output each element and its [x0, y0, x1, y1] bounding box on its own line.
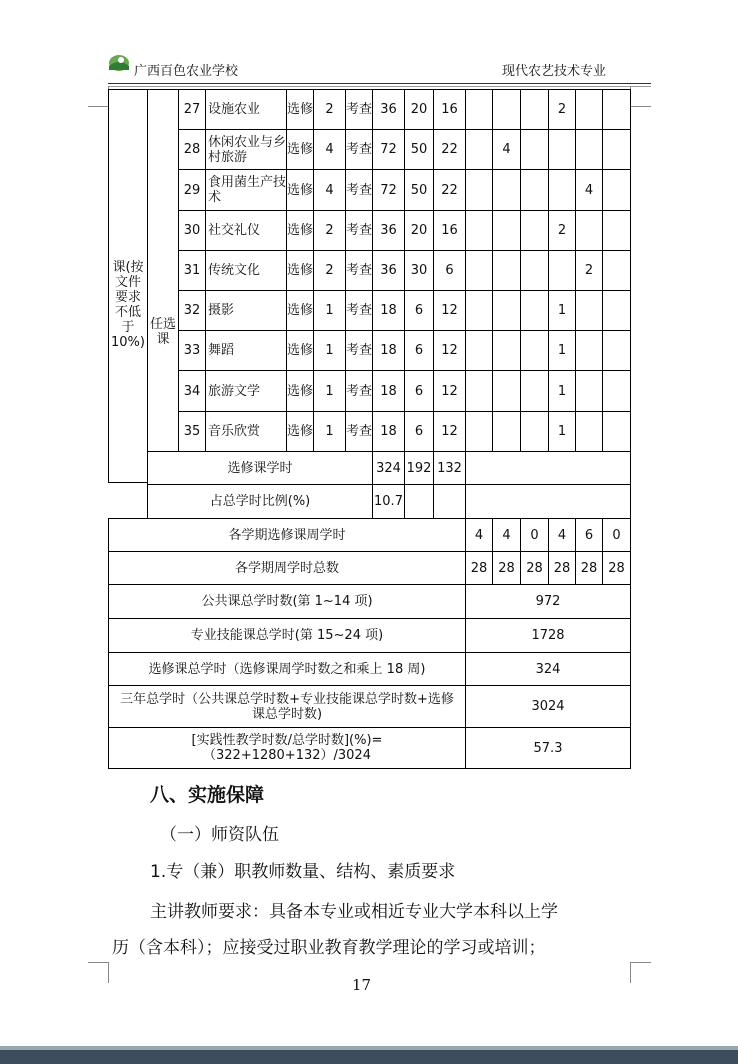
section-heading: 八、实施保障	[150, 784, 265, 806]
course-assessment: 考查	[345, 330, 373, 371]
semester-hours-cell: 1	[548, 370, 576, 412]
course-name: 食用菌生产技术	[205, 169, 287, 211]
corner-mark-bottom-right	[630, 962, 651, 983]
semester-hours-cell	[520, 169, 549, 211]
course-assessment: 考查	[345, 250, 373, 291]
semester-hours-cell	[575, 129, 603, 170]
course-theory-hours: 50	[404, 129, 434, 170]
semester-hours-cell: 4	[575, 169, 603, 211]
paragraph-line-1: 主讲教师要求：具备本专业或相近专业大学本科以上学	[150, 902, 558, 922]
summary-value: 3024	[465, 685, 631, 728]
semester-hours-cell	[575, 210, 603, 251]
course-type: 选修	[286, 330, 314, 371]
course-type: 选修	[286, 210, 314, 251]
course-practice-hours: 16	[433, 210, 466, 251]
elective-hours-value: 192	[404, 451, 434, 485]
semester-hours-cell	[575, 89, 603, 130]
group-outer-label: 课(按文件要求不低于10%)	[111, 259, 145, 350]
semester-hours-cell	[548, 169, 576, 211]
course-assessment: 考查	[345, 370, 373, 412]
course-name: 舞蹈	[205, 330, 287, 371]
semester-hours-cell	[602, 210, 631, 251]
semester-hours-cell	[465, 330, 493, 371]
paragraph-line-2: 历（含本科）；应接受过职业教育教学理论的学习或培训；	[112, 938, 546, 958]
semester-hours-cell	[602, 330, 631, 371]
course-theory-hours: 20	[404, 210, 434, 251]
item-heading: 1.专（兼）职教师数量、结构、素质要求	[150, 862, 456, 882]
course-name: 音乐欣赏	[205, 411, 287, 452]
course-total-hours: 18	[372, 411, 405, 452]
course-assessment: 考查	[345, 290, 373, 331]
weekly-total-value: 28	[465, 551, 493, 585]
summary-label: 选修课总学时（选修课周学时数之和乘上 18 周)	[108, 652, 466, 686]
course-theory-hours: 50	[404, 169, 434, 211]
semester-hours-cell	[465, 169, 493, 211]
course-type: 选修	[286, 89, 314, 130]
weekly-total-value: 28	[492, 551, 521, 585]
course-practice-hours: 22	[433, 129, 466, 170]
course-number: 28	[178, 129, 206, 170]
semester-hours-cell: 1	[548, 290, 576, 331]
course-credit: 4	[313, 169, 346, 211]
course-practice-hours: 6	[433, 250, 466, 291]
course-credit: 2	[313, 210, 346, 251]
summary-value: 972	[465, 584, 631, 619]
ratio-blank	[465, 484, 631, 519]
semester-hours-cell: 2	[575, 250, 603, 291]
corner-mark-top-right	[630, 86, 651, 107]
semester-hours-cell	[492, 411, 521, 452]
semester-hours-cell	[602, 169, 631, 211]
weekly-elective-value: 0	[602, 518, 631, 552]
semester-hours-cell	[602, 250, 631, 291]
semester-hours-cell: 4	[492, 129, 521, 170]
course-total-hours: 18	[372, 370, 405, 412]
course-number: 35	[178, 411, 206, 452]
elective-hours-blank	[465, 451, 631, 485]
weekly-total-value: 28	[548, 551, 576, 585]
semester-hours-cell	[548, 129, 576, 170]
course-name: 传统文化	[205, 250, 287, 291]
semester-hours-cell: 2	[548, 210, 576, 251]
page-number: 17	[352, 976, 372, 994]
semester-hours-cell	[465, 290, 493, 331]
semester-hours-cell	[602, 370, 631, 412]
course-credit: 1	[313, 330, 346, 371]
course-theory-hours: 6	[404, 330, 434, 371]
semester-hours-cell	[575, 290, 603, 331]
course-theory-hours: 6	[404, 411, 434, 452]
course-total-hours: 36	[372, 210, 405, 251]
summary-value: 57.3	[465, 727, 631, 769]
elective-hours-label: 选修课学时	[147, 451, 373, 485]
semester-hours-cell	[492, 290, 521, 331]
semester-hours-cell	[492, 330, 521, 371]
weekly-total-label: 各学期周学时总数	[108, 551, 466, 585]
corner-mark-top-left	[88, 86, 109, 107]
semester-hours-cell: 1	[548, 411, 576, 452]
semester-hours-cell	[575, 330, 603, 371]
ratio-blank	[404, 484, 434, 519]
weekly-total-value: 28	[602, 551, 631, 585]
course-practice-hours: 12	[433, 330, 466, 371]
course-type: 选修	[286, 250, 314, 291]
semester-hours-cell	[492, 210, 521, 251]
weekly-total-value: 28	[520, 551, 549, 585]
course-practice-hours: 22	[433, 169, 466, 211]
semester-hours-cell	[602, 290, 631, 331]
course-name: 休闲农业与乡村旅游	[205, 129, 287, 170]
header-school-name: 广西百色农业学校	[134, 64, 239, 79]
course-theory-hours: 30	[404, 250, 434, 291]
course-name: 旅游文学	[205, 370, 287, 412]
summary-label: 公共课总学时数(第 1~14 项)	[108, 584, 466, 619]
semester-hours-cell	[465, 411, 493, 452]
summary-value: 324	[465, 652, 631, 686]
course-theory-hours: 6	[404, 290, 434, 331]
semester-hours-cell: 1	[548, 330, 576, 371]
course-practice-hours: 12	[433, 370, 466, 412]
course-assessment: 考查	[345, 169, 373, 211]
course-type: 选修	[286, 129, 314, 170]
semester-hours-cell	[520, 370, 549, 412]
semester-hours-cell	[520, 250, 549, 291]
summary-label: [实践性教学时数/总学时数](%)=（322+1280+132）/3024	[108, 727, 466, 769]
semester-hours-cell	[602, 89, 631, 130]
course-practice-hours: 16	[433, 89, 466, 130]
subsection-heading: （一）师资队伍	[160, 825, 279, 845]
semester-hours-cell	[492, 370, 521, 412]
course-number: 31	[178, 250, 206, 291]
course-assessment: 考查	[345, 411, 373, 452]
ratio-value: 10.7	[372, 484, 405, 519]
semester-hours-cell	[492, 250, 521, 291]
header-rule-thin	[108, 86, 651, 87]
course-credit: 2	[313, 89, 346, 130]
semester-hours-cell	[602, 129, 631, 170]
semester-hours-cell	[575, 370, 603, 412]
weekly-elective-label: 各学期选修课周学时	[108, 518, 466, 552]
course-practice-hours: 12	[433, 290, 466, 331]
course-assessment: 考查	[345, 210, 373, 251]
semester-hours-cell	[492, 89, 521, 130]
course-type: 选修	[286, 290, 314, 331]
semester-hours-cell	[602, 411, 631, 452]
header-major-name: 现代农艺技术专业	[501, 64, 606, 79]
course-credit: 1	[313, 411, 346, 452]
course-number: 29	[178, 169, 206, 211]
summary-value: 1728	[465, 618, 631, 653]
semester-hours-cell	[465, 210, 493, 251]
semester-hours-cell: 2	[548, 89, 576, 130]
corner-mark-bottom-left	[88, 962, 109, 983]
course-type: 选修	[286, 370, 314, 412]
course-name: 社交礼仪	[205, 210, 287, 251]
course-number: 30	[178, 210, 206, 251]
course-total-hours: 72	[372, 129, 405, 170]
course-number: 32	[178, 290, 206, 331]
course-total-hours: 18	[372, 330, 405, 371]
course-name: 摄影	[205, 290, 287, 331]
weekly-elective-value: 0	[520, 518, 549, 552]
semester-hours-cell	[465, 129, 493, 170]
course-practice-hours: 12	[433, 411, 466, 452]
semester-hours-cell	[465, 250, 493, 291]
course-credit: 1	[313, 290, 346, 331]
course-credit: 4	[313, 129, 346, 170]
group-inner-label: 任选课	[149, 316, 176, 347]
header-rule	[108, 83, 651, 84]
course-theory-hours: 20	[404, 89, 434, 130]
course-number: 33	[178, 330, 206, 371]
semester-hours-cell	[520, 129, 549, 170]
weekly-elective-value: 4	[492, 518, 521, 552]
ratio-blank	[433, 484, 466, 519]
ratio-label: 占总学时比例(%)	[147, 484, 373, 519]
course-name: 设施农业	[205, 89, 287, 130]
course-number: 27	[178, 89, 206, 130]
course-total-hours: 36	[372, 250, 405, 291]
summary-label: 三年总学时（公共课总学时数+专业技能课总学时数+选修课总学时数)	[108, 685, 466, 728]
weekly-elective-value: 4	[465, 518, 493, 552]
course-type: 选修	[286, 169, 314, 211]
semester-hours-cell	[492, 169, 521, 211]
course-credit: 2	[313, 250, 346, 291]
weekly-elective-value: 6	[575, 518, 603, 552]
school-logo	[108, 54, 130, 74]
weekly-total-value: 28	[575, 551, 603, 585]
course-assessment: 考查	[345, 129, 373, 170]
semester-hours-cell	[520, 290, 549, 331]
bottom-band	[0, 1050, 738, 1064]
weekly-elective-value: 4	[548, 518, 576, 552]
semester-hours-cell	[520, 210, 549, 251]
semester-hours-cell	[575, 411, 603, 452]
course-total-hours: 18	[372, 290, 405, 331]
summary-label: 专业技能课总学时(第 15~24 项)	[108, 618, 466, 653]
elective-hours-value: 324	[372, 451, 405, 485]
course-credit: 1	[313, 370, 346, 412]
course-assessment: 考查	[345, 89, 373, 130]
course-total-hours: 72	[372, 169, 405, 211]
course-number: 34	[178, 370, 206, 412]
semester-hours-cell	[520, 411, 549, 452]
semester-hours-cell	[465, 89, 493, 130]
semester-hours-cell	[465, 370, 493, 412]
elective-hours-value: 132	[433, 451, 466, 485]
course-theory-hours: 6	[404, 370, 434, 412]
semester-hours-cell	[520, 89, 549, 130]
course-total-hours: 36	[372, 89, 405, 130]
semester-hours-cell	[520, 330, 549, 371]
semester-hours-cell	[548, 250, 576, 291]
group-inner-cell	[147, 89, 179, 452]
course-type: 选修	[286, 411, 314, 452]
